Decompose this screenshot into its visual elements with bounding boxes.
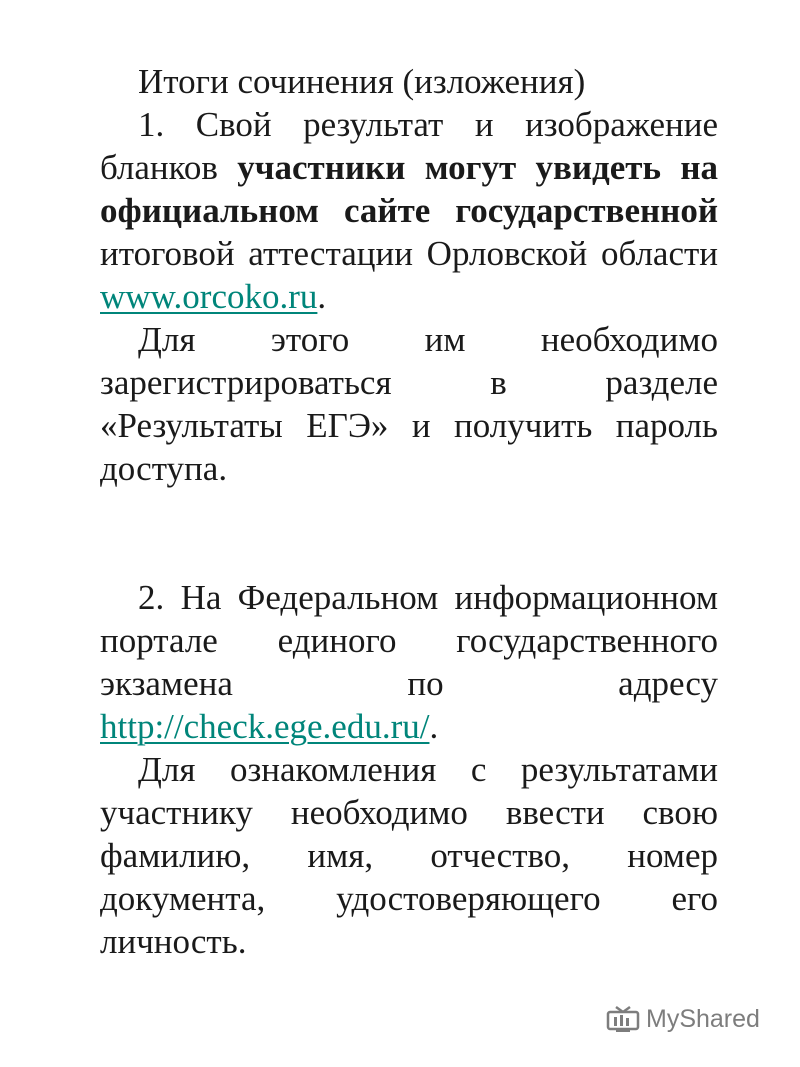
item-2-number: 2. [138, 578, 165, 617]
item-2-text: На Федеральном информационном портале единого государственного экзамена по адресу [100, 578, 718, 703]
item-1-text-continued: итоговой аттестации Орловской области [100, 234, 718, 273]
myshared-watermark [606, 1004, 760, 1034]
watermark-text: MyShared [646, 1004, 760, 1033]
item-1-paragraph [100, 103, 718, 318]
item-1-bold-text: участники могут увидеть на официальном сайте государственной [100, 148, 718, 230]
document-body [100, 60, 718, 963]
item-1-text: Свой результат и изображение бланков [100, 105, 719, 187]
check-ege-link[interactable]: http://check.ege.edu.ru/ [100, 707, 430, 746]
item-2-paragraph [100, 576, 718, 748]
myshared-logo-icon [606, 1004, 640, 1034]
item-1-instructions: Для этого им необходимо зарегистрироваться в разделе «Результаты ЕГЭ» и получить пароль доступа. [100, 320, 718, 488]
item-1-period: . [317, 277, 327, 316]
item-2-period: . [429, 707, 439, 746]
section-spacer [100, 490, 718, 576]
item-1-number: 1. [138, 105, 165, 144]
orcoko-link[interactable]: www.orcoko.ru [100, 277, 318, 316]
document-title: Итоги сочинения (изложения) [138, 62, 586, 101]
item-2-instructions: Для ознакомления с результатами участнику необходимо ввести свою фамилию, имя, отчество, номер документа, удостоверяющего его личность. [100, 750, 718, 961]
